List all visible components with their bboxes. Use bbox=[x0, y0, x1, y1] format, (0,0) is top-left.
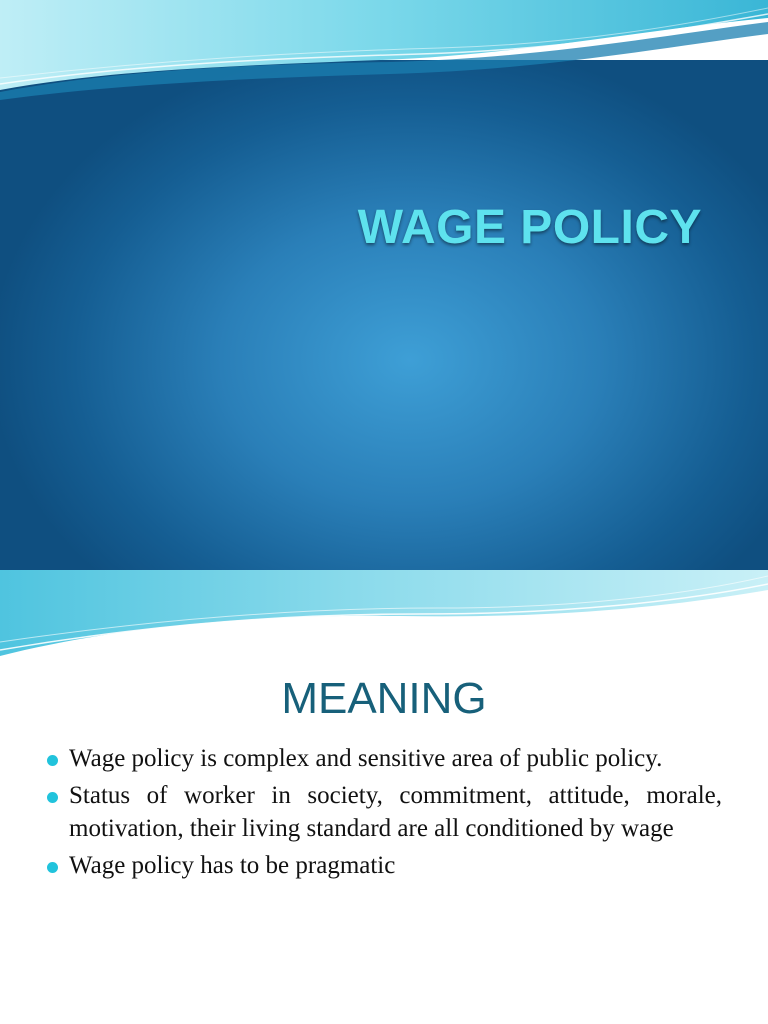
circle-bullet-icon bbox=[47, 862, 58, 873]
bullet-text: Wage policy is complex and sensitive area of public policy. bbox=[69, 745, 663, 772]
slide-heading: MEANING bbox=[281, 674, 487, 723]
bullet-item bbox=[46, 849, 722, 882]
bullet-text: Wage policy has to be pragmatic bbox=[69, 852, 396, 879]
slide-background bbox=[0, 60, 768, 580]
slide-title: WAGE POLICY bbox=[357, 201, 702, 254]
circle-bullet-icon bbox=[47, 792, 58, 803]
content-slide bbox=[0, 660, 768, 1024]
bottom-wave-decoration bbox=[0, 570, 768, 660]
bullet-item bbox=[46, 742, 722, 775]
bullet-item bbox=[46, 779, 722, 845]
circle-bullet-icon bbox=[47, 755, 58, 766]
bullet-list bbox=[46, 742, 722, 886]
bullet-text: Status of worker in society, commitment, attitude, morale, motivation, their living standard are all conditioned by wage bbox=[69, 782, 722, 842]
top-wave-decoration bbox=[0, 0, 768, 100]
